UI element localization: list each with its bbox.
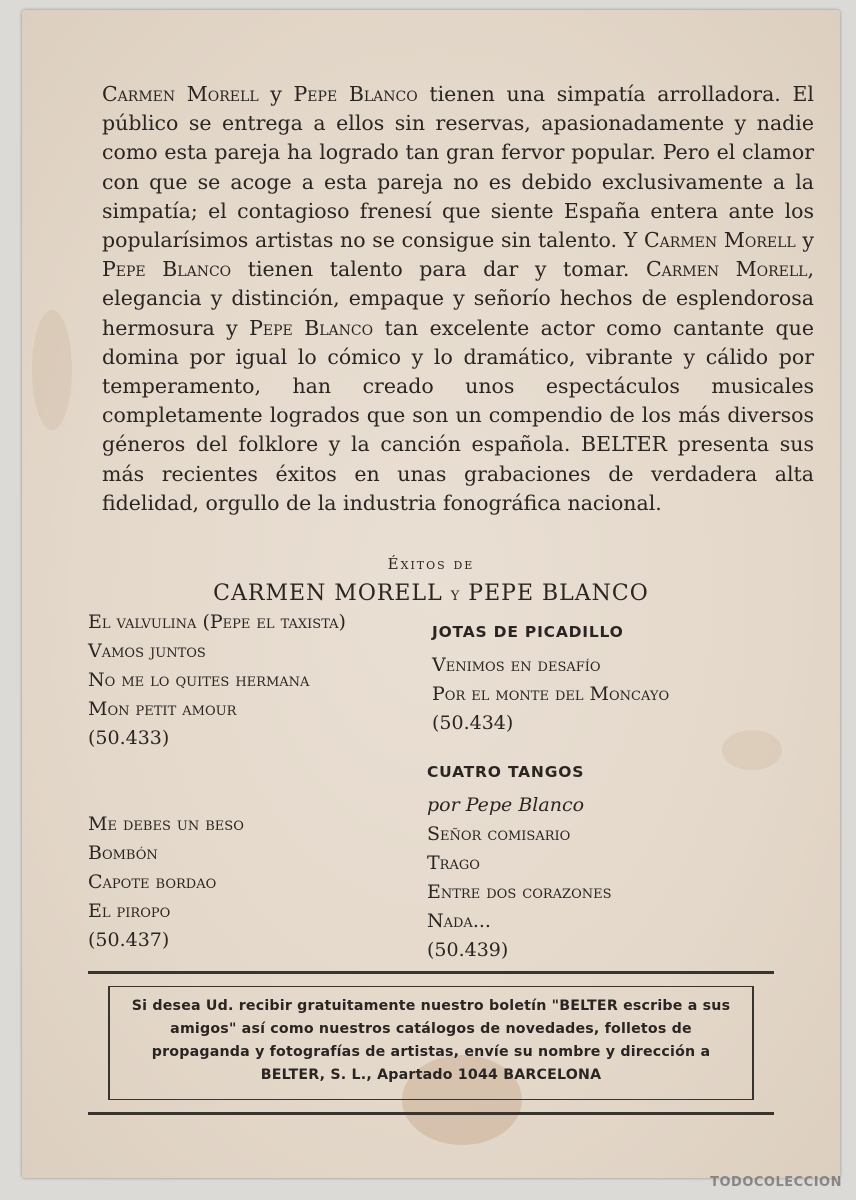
catalog-number: (50.437) xyxy=(88,929,170,951)
song-title: Capote bordao xyxy=(88,871,217,893)
song-title: Bombón xyxy=(88,842,158,864)
intro-text: y xyxy=(795,228,814,253)
intro-text: y xyxy=(258,82,294,106)
song-title: Me debes un beso xyxy=(88,813,244,835)
record-subtitle: por Pepe Blanco xyxy=(427,794,585,816)
intro-text: tienen talento para dar y tomar. xyxy=(231,257,646,282)
record-50433 xyxy=(88,608,346,753)
intro-paragraph xyxy=(102,80,814,518)
artists-heading xyxy=(22,581,840,606)
notice-text: Si desea Ud. recibir gratuitamente nuestro boletín "BELTER escribe a sus amigos" así como nuestros catálogos de novedades, folletos de propaganda y fotografías de artistas, envíe su nombre y dirección a BELTER, S. L., Apartado 1044 BARCELONA xyxy=(131,998,731,1083)
song-title: Por el monte del Moncayo xyxy=(432,683,670,705)
song-title: El piropo xyxy=(88,900,171,922)
notice-box xyxy=(88,971,774,1115)
record-50439 xyxy=(427,758,612,965)
song-title: No me lo quites hermana xyxy=(88,669,310,691)
song-title: Nada... xyxy=(427,910,491,932)
song-title: Señor comisario xyxy=(427,823,571,845)
song-title: El valvulina (Pepe el taxista) xyxy=(88,611,346,633)
song-title: Vamos juntos xyxy=(88,640,206,662)
song-title: Trago xyxy=(427,852,480,874)
catalog-number: (50.439) xyxy=(427,939,509,961)
artist-name: Carmen Morell xyxy=(102,82,259,106)
artist-name: Carmen Morell xyxy=(644,228,796,253)
intro-text: tan excelente actor como cantante que domina por igual lo cómico y lo dramático, vibrante y cálido por temperamento, han creado unos espectáculos musicales completamente logrados que son un compendio de los más diversos géneros del folklore y la canción española. BELTER presenta sus más recientes éxitos en unas grabaciones de verdadera alta fidelidad, orgullo de la industria fonográfica nacional. xyxy=(102,315,814,515)
artist-name: Pepe Blanco xyxy=(102,257,232,282)
song-title: Venimos en desafío xyxy=(432,654,601,676)
song-title: Mon petit amour xyxy=(88,698,237,720)
intro-text: , elegancia y distinción, empaque y señorío hechos de esplendorosa hermosura y xyxy=(102,257,815,340)
record-sleeve-back xyxy=(22,10,840,1178)
artist-name: Pepe Blanco xyxy=(249,315,374,340)
artist-2: PEPE BLANCO xyxy=(468,581,649,606)
artist-name: Carmen Morell xyxy=(645,257,808,282)
catalog-number: (50.434) xyxy=(432,712,514,734)
intro-text: tienen una simpatía arrolladora. El público se entrega a ellos sin reservas, apasionadamente y nadie como esta pareja ha logrado tan gran fervor popular. Pero el clamor con que se acoge a esta pareja no es debido exclusivamente a la simpatía; el contagioso frenesí que siente España entera ante los popularísimos artistas no se consigue sin talento. Y xyxy=(102,82,814,253)
record-title: CUATRO TANGOS xyxy=(427,763,585,781)
watermark: TODOCOLECCION xyxy=(710,1175,842,1190)
catalog-number: (50.433) xyxy=(88,727,170,749)
hits-heading: Éxitos de xyxy=(387,555,475,573)
notice-frame xyxy=(108,986,754,1100)
song-title: Entre dos corazones xyxy=(427,881,612,903)
record-title: JOTAS DE PICADILLO xyxy=(432,623,624,641)
and-word: y xyxy=(450,584,461,605)
record-50434 xyxy=(432,618,669,738)
record-50437 xyxy=(88,810,244,955)
artist-name: Pepe Blanco xyxy=(293,82,418,106)
artist-1: CARMEN MORELL xyxy=(213,581,443,606)
